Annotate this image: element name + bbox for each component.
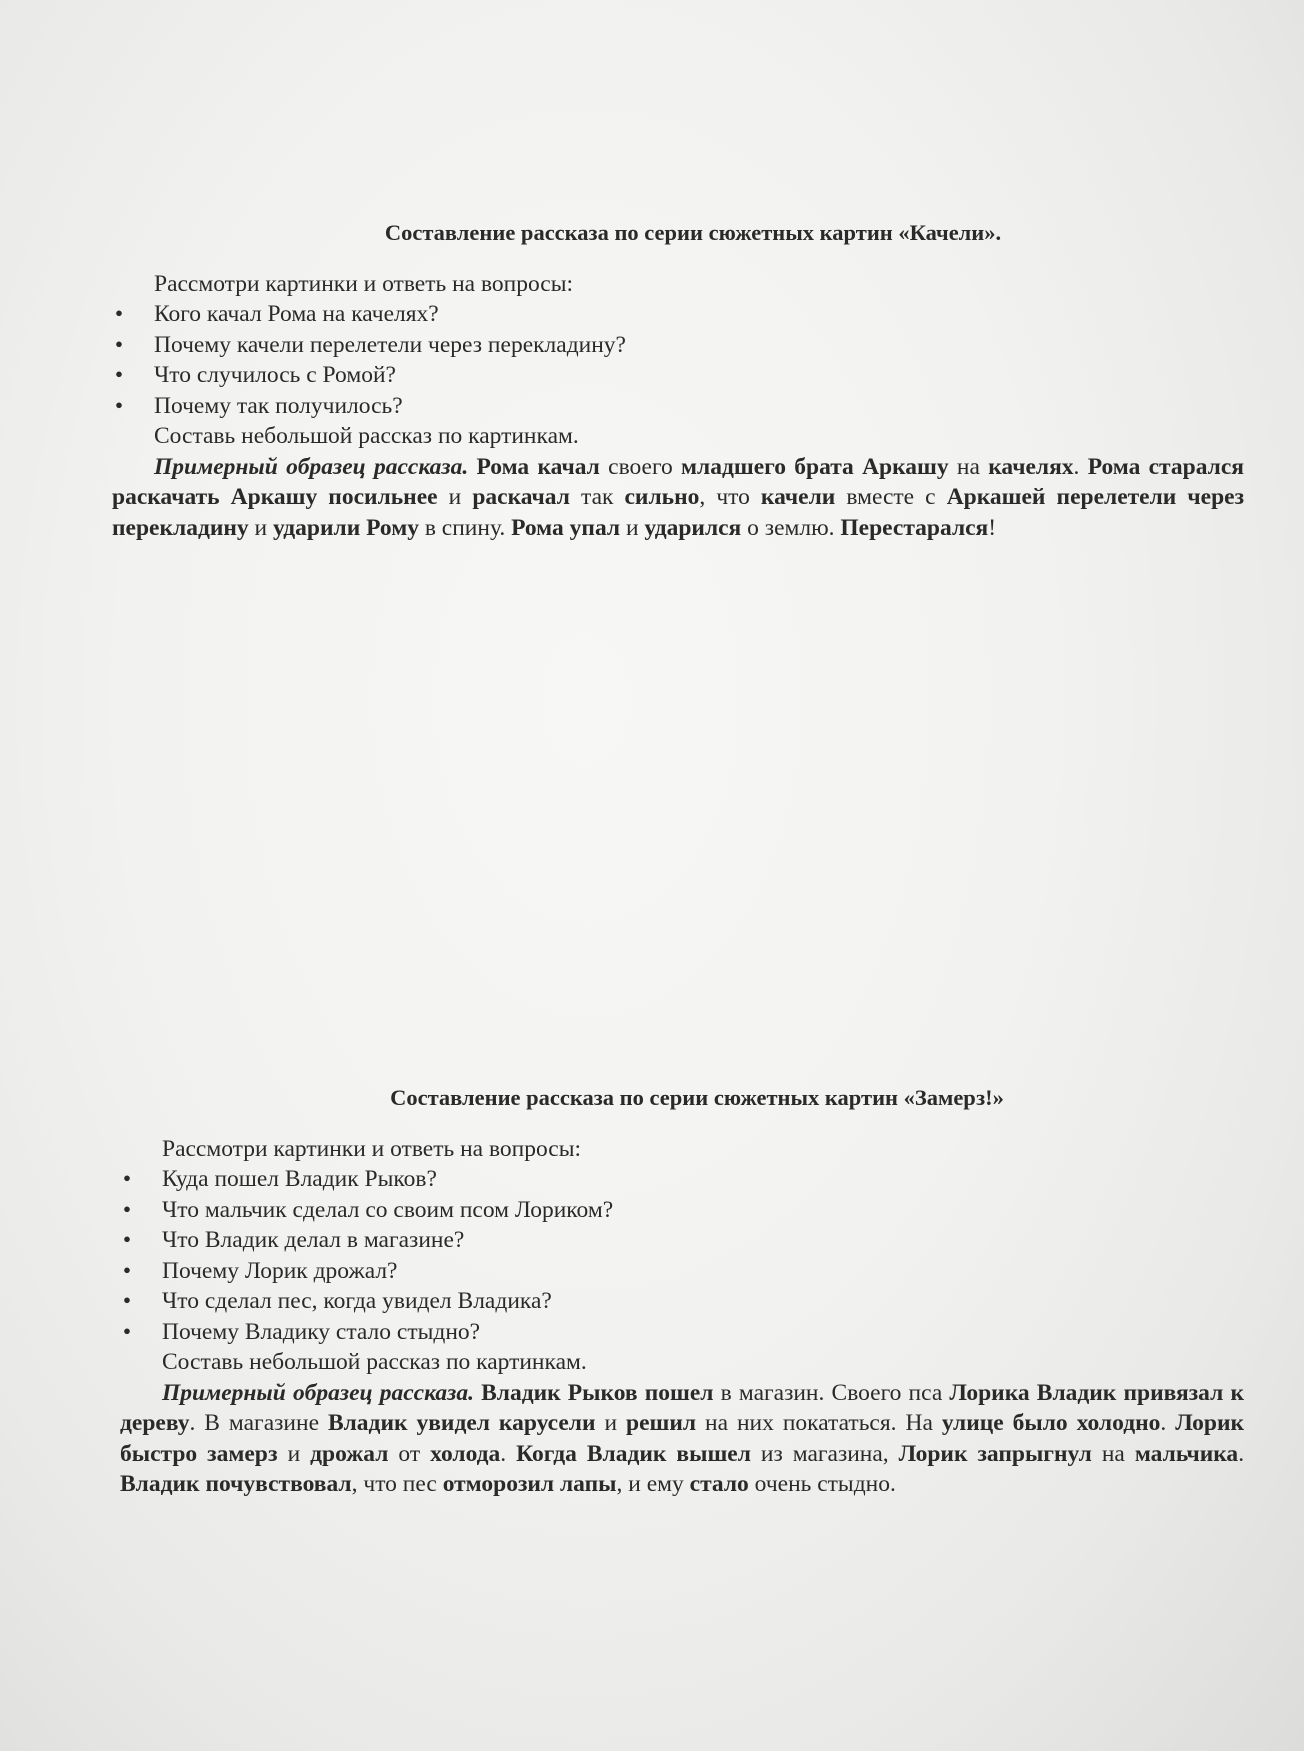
story-run: , что xyxy=(699,484,761,510)
story-run: вместе с xyxy=(835,484,947,510)
question-text: Что случилось с Ромой? xyxy=(154,362,396,388)
bullet-icon: • xyxy=(122,1257,132,1284)
story-bold-run: мальчика xyxy=(1134,1440,1239,1467)
story-bold-run: ударили Рому xyxy=(273,514,419,541)
story-bold-run: Лорик запрыгнул xyxy=(898,1440,1092,1467)
task-text: Составь небольшой рассказ по картинкам. xyxy=(154,423,579,449)
bullet-icon: • xyxy=(122,1227,132,1253)
story-bold-run: качели xyxy=(760,484,836,510)
question-text: Кого качал Рома на качелях? xyxy=(154,301,439,327)
question-item xyxy=(120,1256,1244,1287)
bullet-icon: • xyxy=(122,1166,132,1192)
question-item xyxy=(120,1286,1244,1317)
question-item xyxy=(120,1164,1244,1195)
question-item xyxy=(120,1317,1244,1348)
question-list xyxy=(112,299,1244,421)
bullet-icon: • xyxy=(114,331,124,358)
story-bold-run: Владик почувствовал xyxy=(120,1471,352,1497)
story-run: и xyxy=(620,514,645,541)
story-run: из магазина, xyxy=(750,1440,899,1467)
story-bold-run: Рома упал xyxy=(511,514,621,541)
story-bold-run: решил xyxy=(626,1410,697,1436)
section-frozen xyxy=(120,1083,1244,1500)
bullet-icon: • xyxy=(122,1318,132,1345)
question-item xyxy=(112,360,1244,391)
story-run: и xyxy=(277,1440,311,1467)
section-title: Составление рассказа по серии сюжетных картин «Замерз!» xyxy=(390,1085,1004,1110)
question-text: Почему Лорик дрожал? xyxy=(162,1257,398,1284)
story-run: ! xyxy=(988,514,997,541)
story-run: . xyxy=(1160,1410,1176,1436)
story-lead: Примерный образец рассказа. xyxy=(154,453,469,480)
story-run: , что пес xyxy=(351,1471,443,1497)
story-bold-run: сильно xyxy=(624,484,700,510)
story-run: в магазин. Своего пса xyxy=(713,1379,950,1406)
story-bold-run: Когда Владик вышел xyxy=(516,1440,751,1467)
story-bold-run: холода xyxy=(430,1440,501,1467)
section-title: Составление рассказа по серии сюжетных картин «Качели». xyxy=(384,220,1002,245)
question-item xyxy=(112,330,1244,361)
question-text: Почему так получилось? xyxy=(154,392,403,419)
story-run: , и ему xyxy=(616,1471,690,1497)
task-text: Составь небольшой рассказ по картинкам. xyxy=(162,1349,587,1375)
question-item xyxy=(112,299,1244,330)
bullet-icon: • xyxy=(122,1196,132,1223)
question-text: Что сделал пес, когда увидел Владика? xyxy=(162,1288,552,1314)
instructions: Рассмотри картинки и ответь на вопросы: xyxy=(154,270,574,297)
question-text: Почему Владику стало стыдно? xyxy=(162,1318,481,1345)
question-item xyxy=(120,1225,1244,1256)
story-bold-run: Рома старался раскачать Аркашу посильнее xyxy=(112,453,1244,510)
story-run: так xyxy=(569,484,625,510)
story-bold-run: Рома качал xyxy=(476,453,600,480)
story-bold-run: качелях xyxy=(988,453,1074,480)
story-run: и xyxy=(595,1410,626,1436)
story-bold-run: Владик Рыков пошел xyxy=(481,1379,714,1406)
question-item xyxy=(120,1195,1244,1226)
story-bold-run: улице было холодно xyxy=(941,1410,1161,1436)
story-run: и xyxy=(437,484,473,510)
story-run: . xyxy=(1073,453,1088,480)
story-run: о землю. xyxy=(741,514,841,541)
story-run: на них покататься. На xyxy=(696,1410,942,1436)
sample-story xyxy=(112,452,1244,544)
story-bold-run: Перестарался xyxy=(840,514,989,541)
story-run: . xyxy=(1238,1440,1245,1467)
story-run: на xyxy=(1091,1440,1135,1467)
question-item xyxy=(112,391,1244,422)
story-bold-run: дрожал xyxy=(310,1440,389,1467)
story-bold-run: ударился xyxy=(644,514,742,541)
story-run: в спину. xyxy=(418,514,512,541)
story-bold-run: Владик увидел карусели xyxy=(327,1410,596,1436)
story-bold-run: младшего брата Аркашу xyxy=(681,453,949,480)
story-run: своего xyxy=(599,453,682,480)
question-text: Почему качели перелетели через перекладину? xyxy=(154,331,626,358)
instructions: Рассмотри картинки и ответь на вопросы: xyxy=(162,1135,582,1162)
story-run: . В магазине xyxy=(189,1410,328,1436)
story-run: и xyxy=(248,514,273,541)
question-text: Куда пошел Владик Рыков? xyxy=(162,1166,437,1192)
question-text: Что мальчик сделал со своим псом Лориком? xyxy=(162,1196,614,1223)
story-bold-run: стало xyxy=(689,1471,749,1497)
story-bold-run: Лорика Владик привязал к дереву xyxy=(120,1379,1244,1436)
story-run: . xyxy=(500,1440,517,1467)
question-text: Что Владик делал в магазине? xyxy=(162,1227,465,1253)
story-bold-run: отморозил лапы xyxy=(442,1471,617,1497)
question-list xyxy=(120,1164,1244,1347)
story-run: очень стыдно. xyxy=(748,1471,896,1497)
bullet-icon: • xyxy=(114,301,124,327)
story-run: от xyxy=(388,1440,431,1467)
section-swing xyxy=(112,218,1244,543)
story-bold-run: раскачал xyxy=(472,484,570,510)
bullet-icon: • xyxy=(122,1288,132,1314)
story-bold-run: Лорик быстро замерз xyxy=(120,1410,1245,1467)
story-run: на xyxy=(948,453,989,480)
bullet-icon: • xyxy=(114,392,124,419)
bullet-icon: • xyxy=(114,362,124,388)
story-lead: Примерный образец рассказа. xyxy=(162,1379,474,1406)
sample-story xyxy=(120,1378,1244,1500)
story-bold-run: Аркашей перелетели через перекладину xyxy=(112,484,1245,541)
